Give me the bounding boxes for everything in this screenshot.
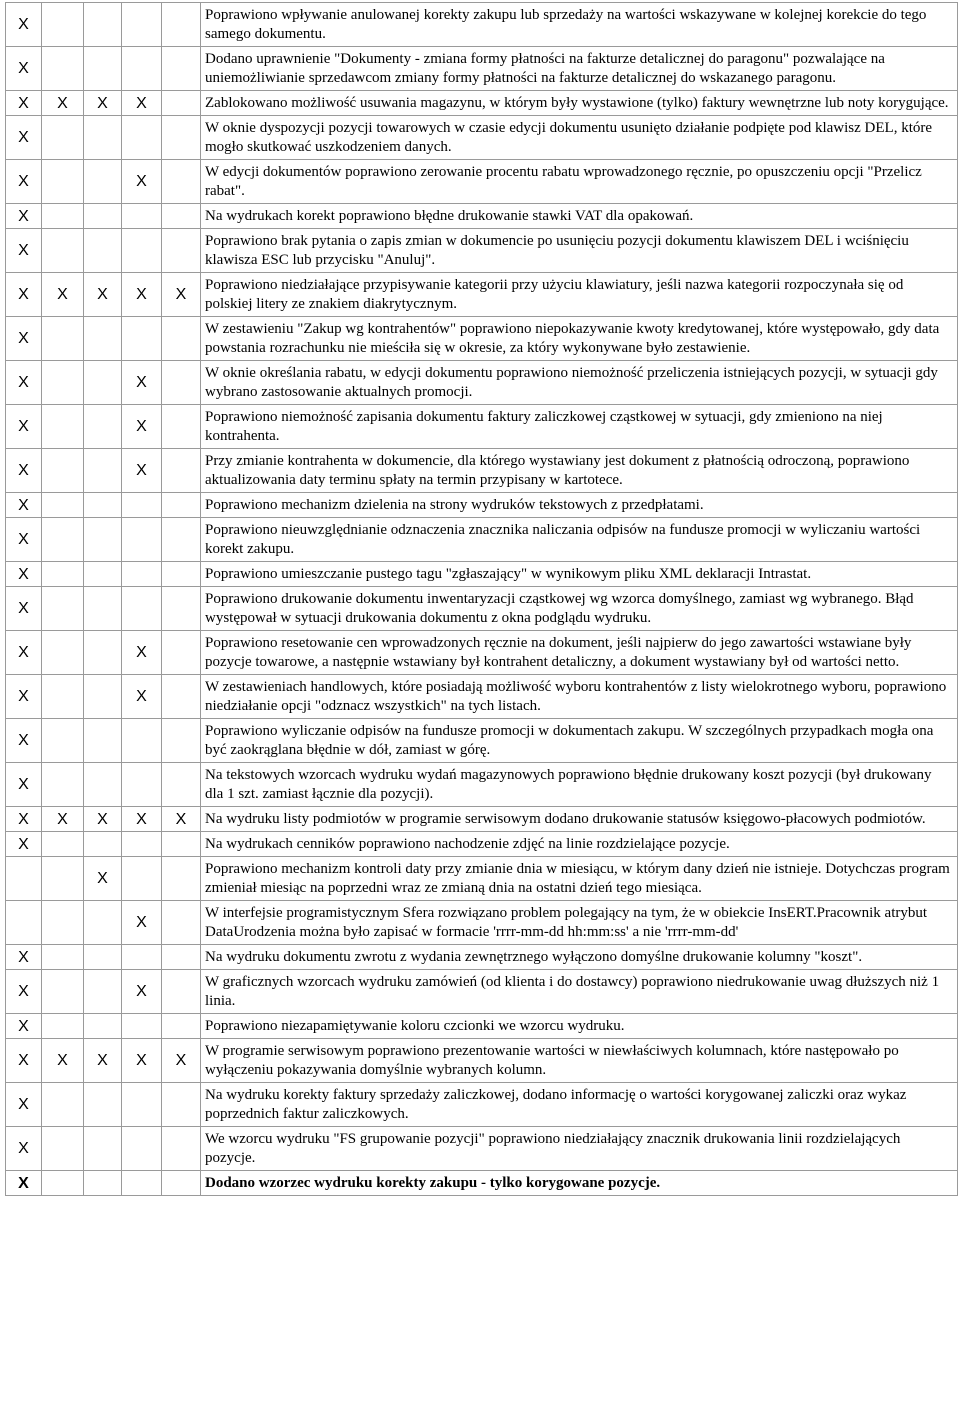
changelog-row	[6, 763, 958, 807]
version-flag-cell	[42, 1083, 84, 1127]
version-flag-cell: X	[122, 91, 162, 116]
version-flag-cell	[162, 204, 201, 229]
version-flag-cell	[84, 1127, 122, 1171]
version-flag-cell: X	[122, 901, 162, 945]
change-description: Poprawiono mechanizm kontroli daty przy zmianie dnia w miesiącu, w którym dany dzień nie istnieje. Dotychczas program zmieniał miesiąc na poprzedni wraz ze zmianą dnia na ostatni dzień tego miesiąca.	[201, 857, 958, 901]
version-flag-cell	[84, 229, 122, 273]
version-flag-cell	[42, 832, 84, 857]
version-flag-cell	[42, 3, 84, 47]
changelog-body	[6, 3, 958, 1196]
change-description: W zestawieniu "Zakup wg kontrahentów" poprawiono niepokazywanie kwoty kredytowanej, które występowało, gdy data powstania rozrachunku nie mieściła się w okresie, za który wykonywane było zestawienie.	[201, 317, 958, 361]
version-flag-cell	[84, 832, 122, 857]
changelog-row	[6, 116, 958, 160]
version-flag-cell	[42, 449, 84, 493]
version-flag-cell	[42, 562, 84, 587]
version-flag-cell	[42, 317, 84, 361]
version-flag-cell: X	[84, 1039, 122, 1083]
change-description: Na wydrukach korekt poprawiono błędne drukowanie stawki VAT dla opakowań.	[201, 204, 958, 229]
version-flag-cell: X	[6, 675, 42, 719]
change-description: Przy zmianie kontrahenta w dokumencie, dla którego wystawiany jest dokument z płatnością odroczoną, poprawiono aktualizowania daty terminu spłaty na termin przypisany w kartotece.	[201, 449, 958, 493]
version-flag-cell	[162, 763, 201, 807]
version-flag-cell	[6, 857, 42, 901]
version-flag-cell	[122, 832, 162, 857]
version-flag-cell	[122, 116, 162, 160]
version-flag-cell: X	[6, 832, 42, 857]
changelog-row	[6, 204, 958, 229]
version-flag-cell	[122, 47, 162, 91]
version-flag-cell	[162, 160, 201, 204]
version-flag-cell	[162, 1083, 201, 1127]
version-flag-cell	[42, 857, 84, 901]
change-description: Poprawiono wpływanie anulowanej korekty zakupu lub sprzedaży na wartości wskazywane w kolejnej korekcie do tego samego dokumentu.	[201, 3, 958, 47]
version-flag-cell: X	[84, 857, 122, 901]
version-flag-cell: X	[122, 405, 162, 449]
version-flag-cell: X	[6, 317, 42, 361]
version-flag-cell: X	[6, 493, 42, 518]
version-flag-cell: X	[122, 449, 162, 493]
version-flag-cell	[162, 116, 201, 160]
version-flag-cell	[122, 719, 162, 763]
version-flag-cell	[42, 675, 84, 719]
version-flag-cell: X	[42, 91, 84, 116]
version-flag-cell: X	[42, 807, 84, 832]
version-flag-cell	[84, 631, 122, 675]
version-flag-cell: X	[6, 116, 42, 160]
version-flag-cell	[162, 562, 201, 587]
version-flag-cell	[84, 1083, 122, 1127]
change-description: Poprawiono umieszczanie pustego tagu "zgłaszający" w wynikowym pliku XML deklaracji Intrastat.	[201, 562, 958, 587]
version-flag-cell: X	[6, 587, 42, 631]
version-flag-cell	[42, 229, 84, 273]
version-flag-cell	[162, 832, 201, 857]
version-flag-cell: X	[6, 1127, 42, 1171]
version-flag-cell: X	[122, 631, 162, 675]
change-description: W zestawieniach handlowych, które posiadają możliwość wyboru kontrahentów z listy wielokrotnego wyboru, poprawiono niedziałanie opcji "odznacz wszystkich" na tych listach.	[201, 675, 958, 719]
version-flag-cell	[162, 518, 201, 562]
version-flag-cell	[162, 587, 201, 631]
version-flag-cell: X	[122, 970, 162, 1014]
version-flag-cell	[122, 1083, 162, 1127]
version-flag-cell: X	[6, 631, 42, 675]
version-flag-cell: X	[6, 719, 42, 763]
change-description: Poprawiono niemożność zapisania dokumentu faktury zaliczkowej cząstkowej w sytuacji, gdy zmieniono na niej kontrahenta.	[201, 405, 958, 449]
version-flag-cell: X	[6, 91, 42, 116]
change-description: Poprawiono niedziałające przypisywanie kategorii przy użyciu klawiatury, jeśli nazwa kategorii rozpoczynała się od polskiej litery ze znakiem diakrytycznym.	[201, 273, 958, 317]
version-flag-cell	[122, 1171, 162, 1196]
version-flag-cell: X	[6, 945, 42, 970]
version-flag-cell	[122, 493, 162, 518]
version-flag-cell: X	[6, 1039, 42, 1083]
version-flag-cell	[84, 562, 122, 587]
version-flag-cell	[162, 945, 201, 970]
version-flag-cell	[122, 3, 162, 47]
changelog-row	[6, 1039, 958, 1083]
change-description: W interfejsie programistycznym Sfera rozwiązano problem polegający na tym, że w obiekcie InsERT.Pracownik atrybut DataUrodzenia można było zapisać w formacie 'rrrr-mm-dd hh:mm:ss' a nie 'rrrr-mm-dd'	[201, 901, 958, 945]
change-description: We wzorcu wydruku "FS grupowanie pozycji" poprawiono niedziałający znacznik drukowania linii rozdzielających pozycje.	[201, 1127, 958, 1171]
version-flag-cell	[84, 1014, 122, 1039]
version-flag-cell	[162, 317, 201, 361]
version-flag-cell	[42, 1127, 84, 1171]
version-flag-cell	[162, 1127, 201, 1171]
version-flag-cell	[122, 317, 162, 361]
changelog-row	[6, 1083, 958, 1127]
version-flag-cell: X	[162, 1039, 201, 1083]
version-flag-cell: X	[84, 91, 122, 116]
version-flag-cell: X	[122, 361, 162, 405]
version-flag-cell: X	[6, 562, 42, 587]
version-flag-cell: X	[6, 361, 42, 405]
version-flag-cell: X	[6, 204, 42, 229]
version-flag-cell	[84, 945, 122, 970]
changelog-row	[6, 901, 958, 945]
changelog-row	[6, 317, 958, 361]
version-flag-cell: X	[122, 160, 162, 204]
change-description: W graficznych wzorcach wydruku zamówień (od klienta i do dostawcy) poprawiono niedrukowanie uwag dłuższych niż 1 linia.	[201, 970, 958, 1014]
change-description: Na wydruku listy podmiotów w programie serwisowym dodano drukowanie statusów księgowo-płacowych podmiotów.	[201, 807, 958, 832]
changelog-row	[6, 857, 958, 901]
change-description: W oknie dyspozycji pozycji towarowych w czasie edycji dokumentu usunięto działanie podpięte pod klawisz DEL, które mogło skutkować uszkodzeniem danych.	[201, 116, 958, 160]
change-description: Poprawiono wyliczanie odpisów na fundusze promocji w dokumentach zakupu. W szczególnych przypadkach mogła ona być zaokrąglana błędnie w dół, zamiast w górę.	[201, 719, 958, 763]
version-flag-cell	[42, 631, 84, 675]
version-flag-cell	[162, 449, 201, 493]
change-description: W oknie określania rabatu, w edycji dokumentu poprawiono niemożność przeliczenia istniejących pozycji, w sytuacji gdy wybrano zastosowanie aktualnych promocji.	[201, 361, 958, 405]
version-flag-cell	[162, 970, 201, 1014]
change-description: Na wydruku dokumentu zwrotu z wydania zewnętrznego wyłączono domyślne drukowanie kolumny "koszt".	[201, 945, 958, 970]
version-flag-cell	[84, 493, 122, 518]
version-flag-cell	[84, 317, 122, 361]
version-flag-cell	[84, 763, 122, 807]
version-flag-cell	[42, 361, 84, 405]
version-flag-cell: X	[6, 47, 42, 91]
change-description: Poprawiono mechanizm dzielenia na strony wydruków tekstowych z przedpłatami.	[201, 493, 958, 518]
change-description: W edycji dokumentów poprawiono zerowanie procentu rabatu wprowadzonego ręcznie, po opuszczeniu opcji "Przelicz rabat".	[201, 160, 958, 204]
version-flag-cell	[42, 901, 84, 945]
version-flag-cell	[84, 116, 122, 160]
version-flag-cell	[42, 1014, 84, 1039]
version-flag-cell	[42, 204, 84, 229]
change-description: Dodano wzorzec wydruku korekty zakupu - tylko korygowane pozycje.	[201, 1171, 958, 1196]
change-description: Dodano uprawnienie "Dokumenty - zmiana formy płatności na fakturze detalicznej do paragonu" pozwalające na uniemożliwianie sprzedawcom zmiany formy płatności na fakturze detalicznej do wskazanego paragonu.	[201, 47, 958, 91]
version-flag-cell	[84, 361, 122, 405]
change-description: Na tekstowych wzorcach wydruku wydań magazynowych poprawiono błędnie drukowany koszt pozycji (był drukowany dla 1 szt. zamiast łącznie dla pozycji).	[201, 763, 958, 807]
version-flag-cell	[42, 493, 84, 518]
version-flag-cell	[42, 945, 84, 970]
version-flag-cell: X	[84, 273, 122, 317]
changelog-row	[6, 587, 958, 631]
change-description: Zablokowano możliwość usuwania magazynu, w którym były wystawione (tylko) faktury wewnętrzne lub noty korygujące.	[201, 91, 958, 116]
version-flag-cell	[84, 204, 122, 229]
version-flag-cell: X	[6, 1083, 42, 1127]
version-flag-cell: X	[6, 160, 42, 204]
version-flag-cell	[162, 1014, 201, 1039]
version-flag-cell	[122, 945, 162, 970]
changelog-row	[6, 493, 958, 518]
version-flag-cell	[84, 518, 122, 562]
changelog-row	[6, 562, 958, 587]
version-flag-cell	[122, 518, 162, 562]
version-flag-cell: X	[162, 807, 201, 832]
version-flag-cell: X	[122, 273, 162, 317]
changelog-row	[6, 160, 958, 204]
version-flag-cell: X	[6, 449, 42, 493]
version-flag-cell	[42, 587, 84, 631]
version-flag-cell: X	[84, 807, 122, 832]
version-flag-cell	[42, 47, 84, 91]
version-flag-cell	[162, 361, 201, 405]
version-flag-cell	[162, 3, 201, 47]
version-flag-cell: X	[6, 970, 42, 1014]
version-flag-cell	[42, 160, 84, 204]
version-flag-cell	[84, 47, 122, 91]
version-flag-cell	[84, 3, 122, 47]
change-description: Poprawiono brak pytania o zapis zmian w dokumencie po usunięciu pozycji dokumentu klawiszem DEL i wciśnięciu klawisza ESC lub przycisku "Anuluj".	[201, 229, 958, 273]
version-flag-cell: X	[122, 807, 162, 832]
changelog-row	[6, 719, 958, 763]
version-flag-cell	[84, 901, 122, 945]
change-description: W programie serwisowym poprawiono prezentowanie wartości w niewłaściwych kolumnach, które następowało po wyłączeniu pokazywania domyślnie wybranych kolumn.	[201, 1039, 958, 1083]
version-flag-cell	[84, 1171, 122, 1196]
version-flag-cell: X	[6, 3, 42, 47]
version-flag-cell	[122, 204, 162, 229]
changelog-row	[6, 518, 958, 562]
changelog-row	[6, 807, 958, 832]
version-flag-cell	[84, 449, 122, 493]
version-flag-cell	[122, 229, 162, 273]
version-flag-cell: X	[42, 273, 84, 317]
change-description: Na wydruku korekty faktury sprzedaży zaliczkowej, dodano informację o wartości korygowanej zaliczki oraz wykaz poprzednich faktur zaliczkowych.	[201, 1083, 958, 1127]
version-flag-cell	[162, 901, 201, 945]
changelog-row	[6, 675, 958, 719]
version-flag-cell: X	[6, 1014, 42, 1039]
version-flag-cell	[162, 675, 201, 719]
change-description: Poprawiono nieuwzględnianie odznaczenia znacznika naliczania odpisów na fundusze promocji w wyliczaniu wartości korekt zakupu.	[201, 518, 958, 562]
version-flag-cell	[84, 719, 122, 763]
version-flag-cell	[122, 562, 162, 587]
version-flag-cell	[162, 631, 201, 675]
version-flag-cell: X	[6, 273, 42, 317]
change-description: Poprawiono drukowanie dokumentu inwentaryzacji cząstkowej wg wzorca domyślnego, zamiast wg wybranego. Błąd występował w sytuacji drukowania dokumentu z okna podglądu wydruku.	[201, 587, 958, 631]
version-flag-cell	[6, 901, 42, 945]
changelog-row	[6, 361, 958, 405]
version-flag-cell	[162, 47, 201, 91]
version-flag-cell	[42, 763, 84, 807]
changelog-row	[6, 1171, 958, 1196]
version-flag-cell	[122, 1014, 162, 1039]
version-flag-cell	[84, 405, 122, 449]
changelog-row	[6, 91, 958, 116]
version-flag-cell	[162, 493, 201, 518]
version-flag-cell: X	[6, 807, 42, 832]
changelog-row	[6, 3, 958, 47]
version-flag-cell	[84, 160, 122, 204]
version-flag-cell	[84, 675, 122, 719]
version-flag-cell: X	[6, 405, 42, 449]
changelog-row	[6, 1127, 958, 1171]
change-description: Na wydrukach cenników poprawiono nachodzenie zdjęć na linie rozdzielające pozycje.	[201, 832, 958, 857]
changelog-row	[6, 449, 958, 493]
version-flag-cell: X	[42, 1039, 84, 1083]
version-flag-cell	[162, 405, 201, 449]
change-description: Poprawiono resetowanie cen wprowadzonych ręcznie na dokument, jeśli najpierw do jego zawartości wstawiane były pozycje towarowe, a następnie wstawiany był kontrahent detaliczny, a dokument wystawiany był od wartości netto.	[201, 631, 958, 675]
version-flag-cell: X	[162, 273, 201, 317]
version-flag-cell	[162, 719, 201, 763]
version-flag-cell	[84, 970, 122, 1014]
version-flag-cell	[42, 1171, 84, 1196]
version-flag-cell: X	[122, 1039, 162, 1083]
changelog-row	[6, 273, 958, 317]
version-flag-cell	[42, 405, 84, 449]
version-flag-cell: X	[6, 518, 42, 562]
version-flag-cell: X	[6, 229, 42, 273]
version-flag-cell	[162, 1171, 201, 1196]
changelog-row	[6, 405, 958, 449]
version-flag-cell	[122, 587, 162, 631]
change-description: Poprawiono niezapamiętywanie koloru czcionki we wzorcu wydruku.	[201, 1014, 958, 1039]
version-flag-cell	[42, 116, 84, 160]
version-flag-cell	[42, 518, 84, 562]
version-flag-cell	[122, 1127, 162, 1171]
changelog-table	[5, 2, 958, 1196]
version-flag-cell	[42, 970, 84, 1014]
changelog-row	[6, 970, 958, 1014]
version-flag-cell	[122, 857, 162, 901]
version-flag-cell	[162, 91, 201, 116]
version-flag-cell: X	[122, 675, 162, 719]
version-flag-cell	[122, 763, 162, 807]
changelog-row	[6, 1014, 958, 1039]
version-flag-cell	[84, 587, 122, 631]
version-flag-cell	[162, 229, 201, 273]
version-flag-cell	[42, 719, 84, 763]
version-flag-cell	[162, 857, 201, 901]
changelog-row	[6, 631, 958, 675]
changelog-row	[6, 47, 958, 91]
version-flag-cell: X	[6, 763, 42, 807]
changelog-row	[6, 832, 958, 857]
changelog-row	[6, 229, 958, 273]
version-flag-cell: X	[6, 1171, 42, 1196]
changelog-row	[6, 945, 958, 970]
